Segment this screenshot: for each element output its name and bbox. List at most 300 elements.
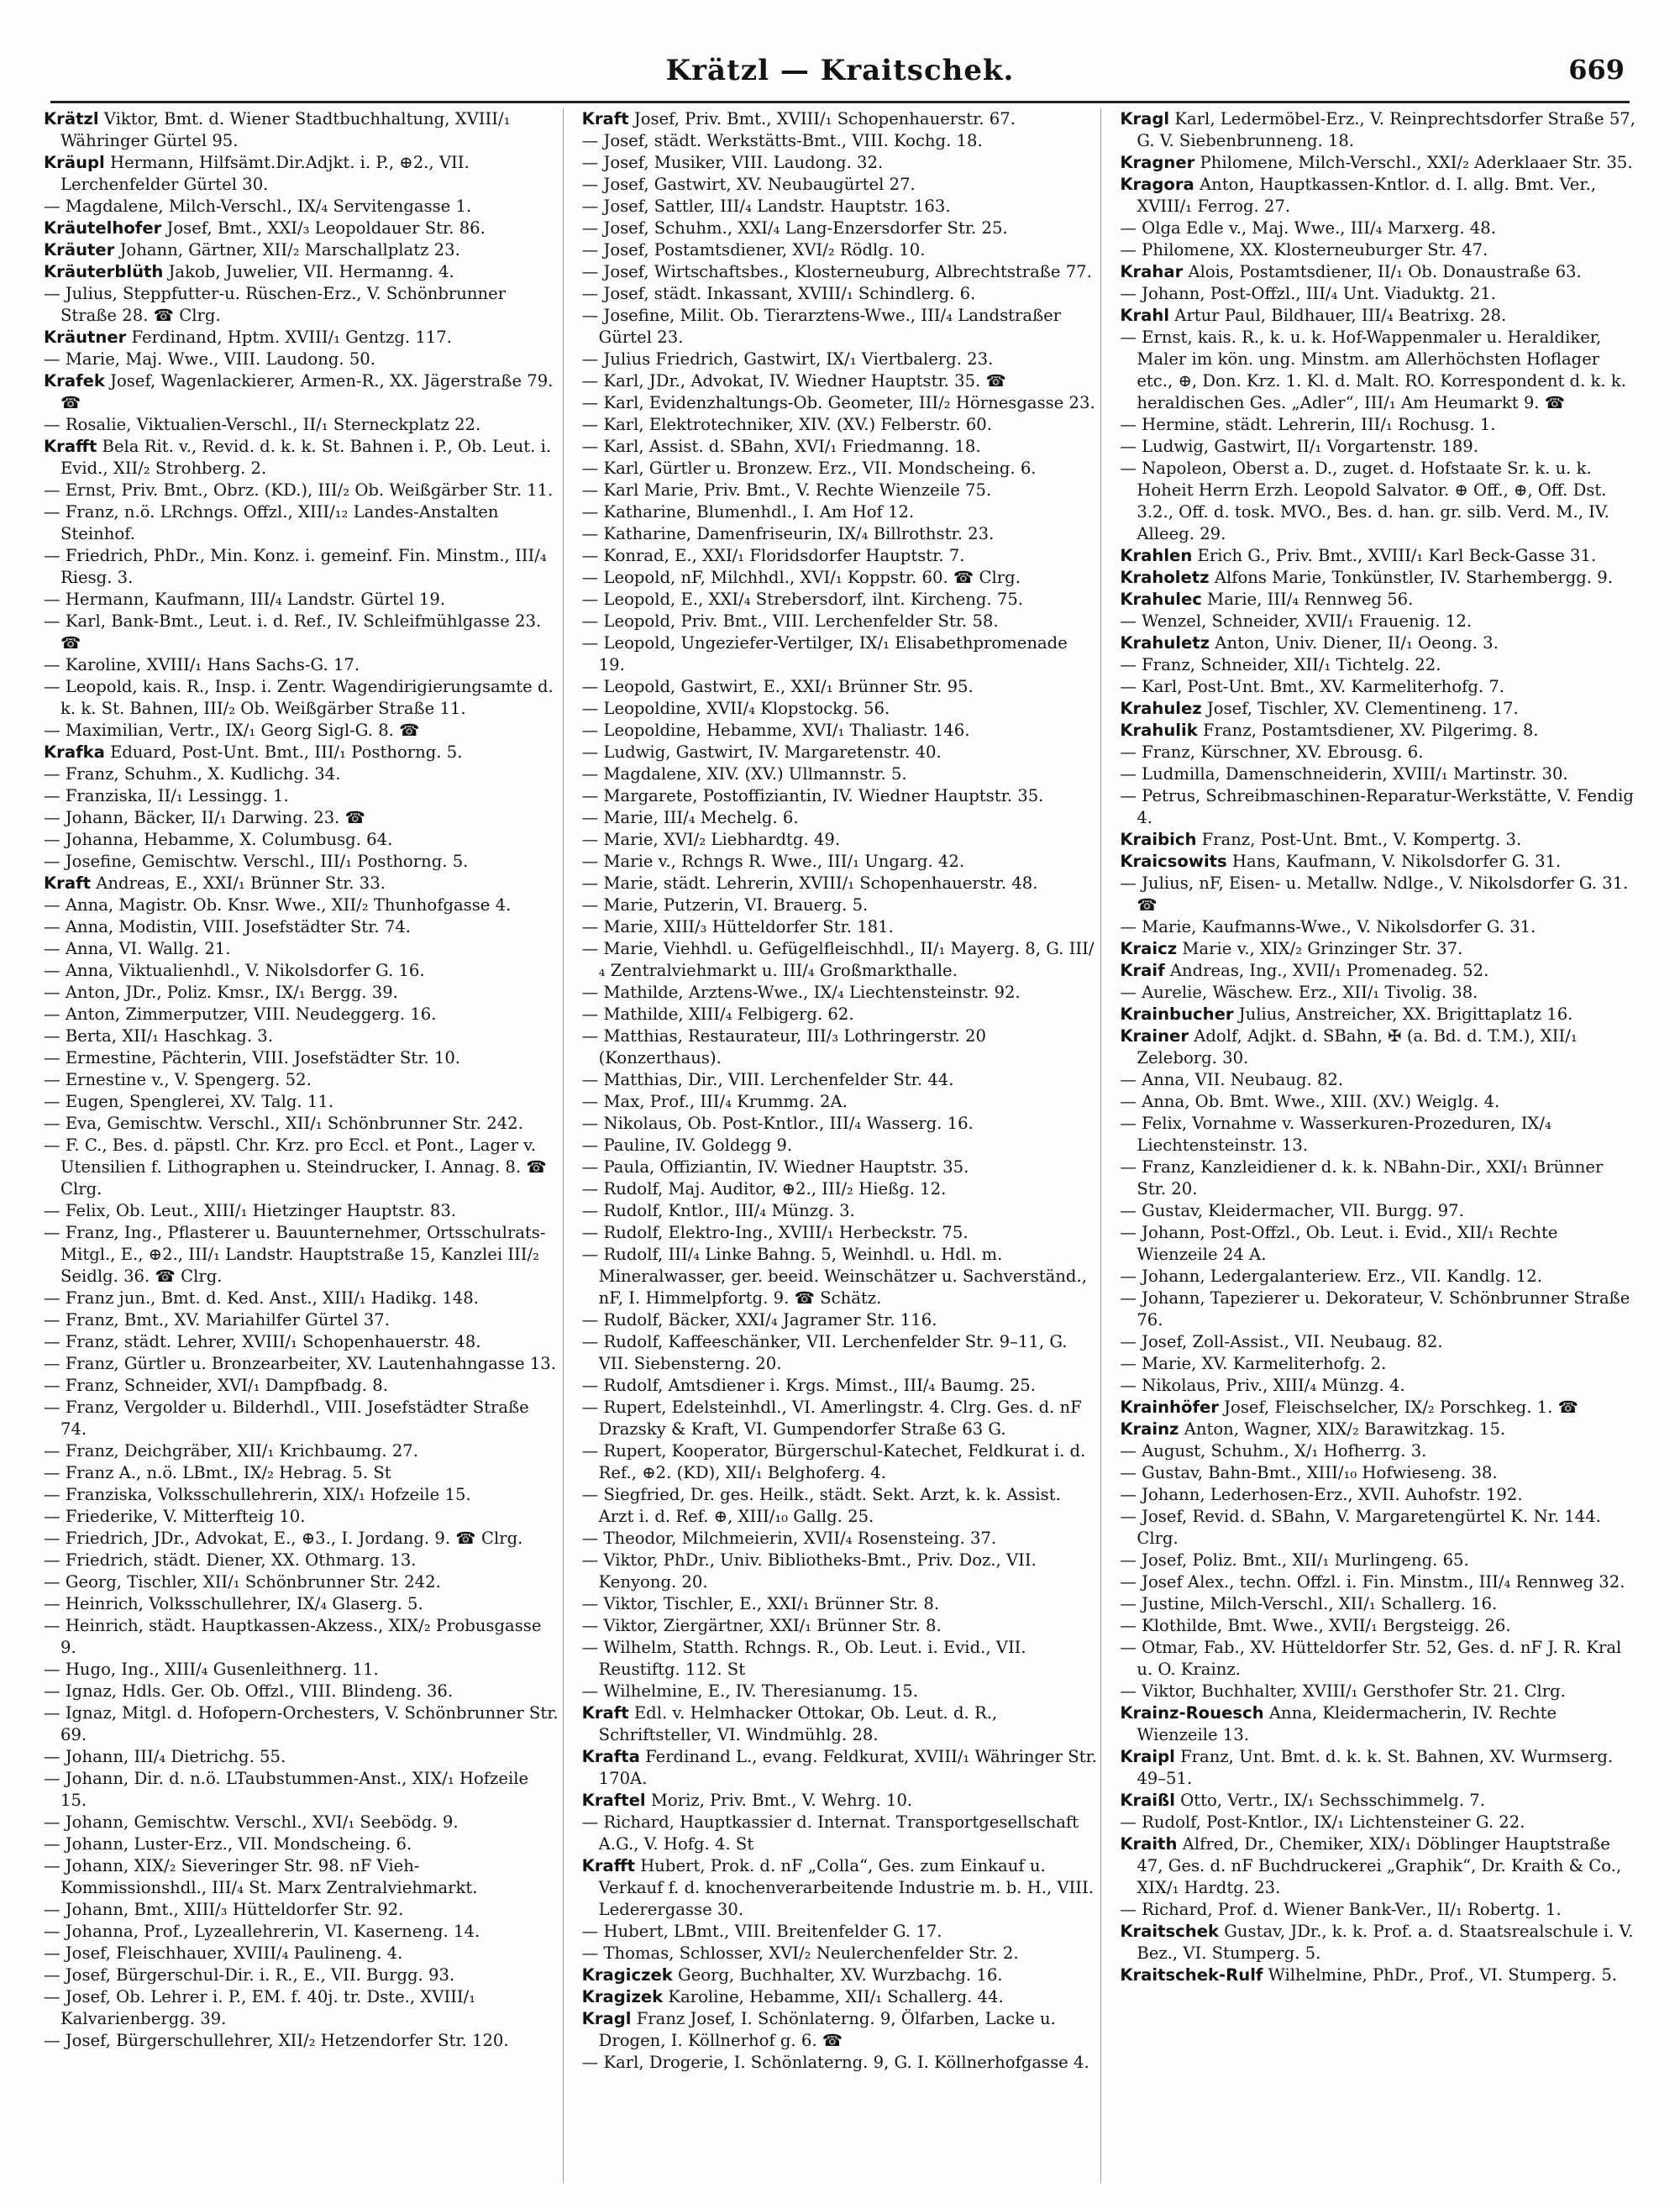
entry-surname: Krainer xyxy=(1120,1026,1189,1046)
entry-text: — Wenzel, Schneider, XVII/₁ Frauenig. 12. xyxy=(1120,611,1473,631)
directory-entry xyxy=(44,829,559,851)
entry-text: — Anna, Viktualienhdl., V. Nikolsdorfer G. 16. xyxy=(44,961,425,980)
entry-text: — Magdalene, XIV. (XV.) Ullmannstr. 5. xyxy=(581,764,907,784)
directory-entry xyxy=(44,501,559,545)
entry-surname: Krahar xyxy=(1120,262,1184,281)
entry-text: — Viktor, Buchhalter, XVIII/₁ Gersthofer Str. 21. Clrg. xyxy=(1120,1681,1566,1701)
entry-text: — Johann, III/₄ Dietrichg. 55. xyxy=(44,1747,286,1766)
directory-entry xyxy=(44,1113,559,1135)
entry-text: — Josef, Postamtsdiener, XVI/₂ Rödlg. 10. xyxy=(581,240,926,260)
entry-text: Anton, Univ. Diener, II/₁ Oeong. 3. xyxy=(1210,633,1499,653)
entry-text: — Johanna, Prof., Lyzeallehrerin, VI. Kaserneng. 14. xyxy=(44,1922,480,1941)
directory-entry xyxy=(582,1440,1098,1484)
entry-text: — Ignaz, Hdls. Ger. Ob. Offzl., VIII. Blindeng. 36. xyxy=(44,1681,454,1701)
entry-text: — Josef, Zoll-Assist., VII. Neubaug. 82. xyxy=(1120,1332,1443,1351)
entry-text: Andreas, Ing., XVII/₁ Promenadeg. 52. xyxy=(1164,961,1489,980)
entry-surname: Kraif xyxy=(1120,961,1165,980)
directory-entry xyxy=(582,196,1098,218)
directory-entry xyxy=(1120,1593,1636,1615)
directory-entry xyxy=(44,1353,559,1375)
entry-text: — Richard, Hauptkassier d. Internat. Transportgesellschaft A.G., V. Hofg. 4. St xyxy=(581,1812,1079,1854)
entry-text: — Hermine, städt. Lehrerin, III/₁ Rochusg. 1. xyxy=(1120,415,1496,434)
directory-entry xyxy=(44,807,559,829)
entry-text: — Franz, Schneider, XII/₁ Tichtelg. 22. xyxy=(1120,655,1441,674)
entry-text: — Leopoldine, Hebamme, XVI/₁ Thaliastr. 146. xyxy=(581,721,970,740)
entry-text: — Georg, Tischler, XII/₁ Schönbrunner Str. 242. xyxy=(44,1572,441,1592)
directory-entry xyxy=(1120,1921,1636,1964)
entry-text: — Marie, XV. Karmeliterhofg. 2. xyxy=(1120,1354,1387,1373)
directory-entry xyxy=(582,108,1098,130)
directory-entry xyxy=(582,1746,1098,1790)
directory-entry xyxy=(44,611,559,654)
entry-text: Edl. v. Helmhacker Ottokar, Ob. Leut. d. R., Schriftsteller, VI. Windmühlg. 28. xyxy=(598,1703,998,1744)
directory-entry xyxy=(1120,1550,1636,1571)
directory-entry xyxy=(1120,1353,1636,1375)
directory-entry xyxy=(1120,851,1636,873)
entry-text: — Josef, Fleischhauer, XVIII/₄ Paulineng. 4. xyxy=(44,1943,403,1963)
entry-text: — Klothilde, Bmt. Wwe., XVII/₁ Bergsteigg. 26. xyxy=(1120,1616,1511,1635)
entry-text: Josef, Priv. Bmt., XVIII/₁ Schopenhauerstr. 67. xyxy=(628,109,1016,129)
entry-text: — Ernestine v., V. Spengerg. 52. xyxy=(44,1070,312,1089)
entry-text: — Josef, Revid. d. SBahn, V. Margaretengürtel K. Nr. 144. Clrg. xyxy=(1120,1507,1601,1548)
entry-text: — Johann, XIX/₂ Sieveringer Str. 98. nF Vieh-Kommissionshdl., III/₄ St. Marx Zentralviehmarkt. xyxy=(44,1856,478,1897)
entry-text: — Franz, Deichgräber, XII/₁ Krichbaumg. 27. xyxy=(44,1441,418,1461)
entry-text: — Rupert, Edelsteinhdl., VI. Amerlingstr. 4. Clrg. Ges. d. nF Drazsky & Kraft, VI. Gumpendorfer Straße 63 G. xyxy=(581,1398,1082,1439)
directory-entry xyxy=(1120,174,1636,218)
entry-text: — Petrus, Schreibmaschinen-Reparatur-Werkstätte, V. Fendig 4. xyxy=(1120,786,1634,827)
entry-text: — Franz, Kürschner, XV. Ebrousg. 6. xyxy=(1120,742,1424,762)
entry-text: — Josef, Musiker, VIII. Laudong. 32. xyxy=(581,153,884,172)
entry-text: — Gustav, Bahn-Bmt., XIII/₁₀ Hofwieseng. 38. xyxy=(1120,1463,1498,1482)
directory-entry xyxy=(44,1681,559,1702)
entry-surname: Kraft xyxy=(581,1703,629,1723)
entry-surname: Krahlen xyxy=(1120,546,1193,565)
entry-surname: Kraißl xyxy=(1120,1791,1175,1810)
entry-text: — Franz, Gürtler u. Bronzearbeiter, XV. Lautenhahngasse 13. xyxy=(44,1354,556,1373)
entry-surname: Krafft xyxy=(44,437,97,456)
entry-text: Alois, Postamtsdiener, II/₁ Ob. Donaustraße 63. xyxy=(1183,262,1582,281)
directory-entry xyxy=(44,1462,559,1484)
directory-entry xyxy=(1120,1004,1636,1025)
directory-entry xyxy=(44,763,559,785)
entry-text: Andreas, E., XXI/₁ Brünner Str. 33. xyxy=(90,873,386,893)
column-1 xyxy=(40,108,564,2183)
entry-surname: Kräuter xyxy=(44,240,115,260)
directory-entry xyxy=(1120,1462,1636,1484)
entry-surname: Krafek xyxy=(44,371,105,391)
directory-entry xyxy=(44,1571,559,1593)
directory-entry xyxy=(582,152,1098,174)
entry-text: — Siegfried, Dr. ges. Heilk., städt. Sekt. Arzt, k. k. Assist. Arzt i. d. Ref. ⊕, XIII/₁₀ Gallg. 25. xyxy=(581,1485,1061,1526)
entry-text: — Matthias, Restaurateur, III/₃ Lothringerstr. 20 (Konzerthaus). xyxy=(581,1026,986,1067)
entry-text: Gustav, JDr., k. k. Prof. a. d. Staatsrealschule i. V. Bez., VI. Stumperg. 5. xyxy=(1137,1922,1634,1963)
directory-entry xyxy=(582,1331,1098,1375)
entry-text: Ferdinand, Hptm. XVIII/₁ Gentzg. 117. xyxy=(126,328,452,347)
directory-entry xyxy=(1120,873,1636,916)
directory-entry xyxy=(1120,1331,1636,1353)
directory-entry xyxy=(582,589,1098,611)
page-number: 669 xyxy=(1568,54,1625,86)
directory-entry xyxy=(582,611,1098,632)
directory-entry xyxy=(582,763,1098,785)
entry-text: — Viktor, PhDr., Univ. Bibliotheks-Bmt., Priv. Doz., VII. Kenyong. 20. xyxy=(581,1550,1037,1592)
directory-entry xyxy=(582,1964,1098,1986)
entry-text: — Josef, Schuhm., XXI/₄ Lang-Enzersdorfer Str. 25. xyxy=(581,218,1008,238)
entry-text: — Karl, Assist. d. SBahn, XVI/₁ Friedmanng. 18. xyxy=(581,437,981,456)
directory-entry xyxy=(1120,1702,1636,1746)
entry-text: — Josef, Bürgerschullehrer, XII/₂ Hetzendorfer Str. 120. xyxy=(44,2031,509,2050)
entry-text: — Ludwig, Gastwirt, II/₁ Vorgartenstr. 189. xyxy=(1120,437,1478,456)
directory-entry xyxy=(44,1768,559,1812)
directory-entry xyxy=(44,1025,559,1047)
directory-entry xyxy=(582,1528,1098,1550)
entry-text: — Marie, Putzerin, VI. Brauerg. 5. xyxy=(581,895,869,915)
entry-text: — Mathilde, Arztens-Wwe., IX/₄ Liechtensteinstr. 92. xyxy=(581,983,1021,1002)
running-head: Krätzl — Kraitschek. xyxy=(665,54,1015,87)
entry-text: Wilhelmine, PhDr., Prof., VI. Stumperg. 5. xyxy=(1263,1965,1618,1985)
directory-entry xyxy=(1120,1419,1636,1440)
entry-text: Alfons Marie, Tonkünstler, IV. Starhembergg. 9. xyxy=(1209,568,1613,587)
entry-text: — Viktor, Ziergärtner, XXI/₁ Brünner Str. 8. xyxy=(581,1616,942,1635)
directory-entry xyxy=(1120,1506,1636,1550)
directory-entry xyxy=(44,218,559,239)
entry-text: Bela Rit. v., Revid. d. k. k. St. Bahnen i. P., Ob. Leut. i. Evid., XII/₂ Strohberg. 2. xyxy=(60,437,552,478)
directory-entry xyxy=(582,1637,1098,1681)
directory-entry xyxy=(582,676,1098,698)
directory-entry xyxy=(1120,1200,1636,1222)
directory-entry xyxy=(44,960,559,982)
entry-surname: Krahl xyxy=(1120,306,1170,325)
entry-text: — Ermestine, Pächterin, VIII. Josefstädter Str. 10. xyxy=(44,1048,461,1067)
entry-text: — Heinrich, Volksschullehrer, IX/₄ Glaserg. 5. xyxy=(44,1594,423,1613)
directory-entry xyxy=(582,1025,1098,1069)
entry-text: — Karl, Drogerie, I. Schönlaterng. 9, G. I. Köllnerhofgasse 4. xyxy=(581,2053,1089,2072)
directory-entry xyxy=(582,785,1098,807)
entry-text: — Karl, JDr., Advokat, IV. Wiedner Hauptstr. 35. ☎ xyxy=(581,371,1006,391)
directory-entry xyxy=(1120,1637,1636,1681)
directory-entry xyxy=(44,938,559,960)
entry-text: — Mathilde, XIII/₄ Felbigerg. 62. xyxy=(581,1004,854,1024)
directory-entry xyxy=(582,370,1098,392)
entry-text: — Nikolaus, Ob. Post-Kntlor., III/₄ Wasserg. 16. xyxy=(581,1114,974,1133)
entry-text: — Maximilian, Vertr., IX/₁ Georg Sigl-G. 8. ☎ xyxy=(44,721,420,740)
entry-text: Anton, Wagner, XIX/₂ Barawitzkag. 15. xyxy=(1179,1419,1506,1439)
entry-text: — Franz, Vergolder u. Bilderhdl., VIII. Josefstädter Straße 74. xyxy=(44,1398,529,1439)
directory-entry xyxy=(582,349,1098,370)
entry-text: — Gustav, Kleidermacher, VII. Burgg. 97. xyxy=(1120,1201,1464,1220)
entry-text: — Karl, Elektrotechniker, XIV. (XV.) Felberstr. 60. xyxy=(581,415,992,434)
directory-entry xyxy=(1120,545,1636,567)
directory-entry xyxy=(44,1091,559,1113)
entry-text: — Johann, Dir. d. n.ö. LTaubstummen-Anst., XIX/₁ Hofzeile 15. xyxy=(44,1769,529,1810)
entry-text: — Hermann, Kaufmann, III/₄ Landstr. Gürtel 19. xyxy=(44,590,446,609)
entry-text: — Josef, städt. Inkassant, XVIII/₁ Schindlerg. 6. xyxy=(581,284,976,303)
entry-text: — Philomene, XX. Klosterneuburger Str. 47. xyxy=(1120,240,1488,260)
entry-text: — Rudolf, Kntlor., III/₄ Münzg. 3. xyxy=(581,1201,855,1220)
directory-entry xyxy=(582,458,1098,480)
entry-text: — Anna, Ob. Bmt. Wwe., XIII. (XV.) Weiglg. 4. xyxy=(1120,1092,1500,1111)
entry-text: — Olga Edle v., Maj. Wwe., III/₄ Marxerg. 48. xyxy=(1120,218,1496,238)
directory-entry xyxy=(44,1309,559,1331)
directory-entry xyxy=(1120,1899,1636,1921)
directory-entry xyxy=(582,501,1098,523)
directory-entry xyxy=(44,545,559,589)
entry-text: Anton, Hauptkassen-Kntlor. d. I. allg. Bmt. Ver., XVIII/₁ Ferrog. 27. xyxy=(1137,175,1597,216)
entry-text: — Nikolaus, Priv., XIII/₄ Münzg. 4. xyxy=(1120,1376,1405,1395)
entry-text: — Anna, Modistin, VIII. Josefstädter Str. 74. xyxy=(44,917,412,936)
entry-text: Erich G., Priv. Bmt., XVIII/₁ Karl Beck-Gasse 31. xyxy=(1192,546,1597,565)
directory-entry xyxy=(44,1702,559,1746)
directory-entry xyxy=(44,1833,559,1855)
directory-entry xyxy=(44,654,559,676)
directory-entry xyxy=(582,720,1098,742)
entry-text: — Napoleon, Oberst a. D., zuget. d. Hofstaate Sr. k. u. k. Hoheit Herrn Erzh. Leopold Salvator. ⊕ Off., ⊕, Off. Dst. 3.2., Off. d. tosk. MVO., Bes. d. han. gr. silb. Verd. M., IV. Alleeg. 29. xyxy=(1120,459,1609,543)
entry-text: — Friedrich, JDr., Advokat, E., ⊕3., I. Jordang. 9. ☎ Clrg. xyxy=(44,1529,523,1548)
directory-entry xyxy=(44,1812,559,1833)
directory-entry xyxy=(1120,611,1636,632)
entry-text: — Franz, Bmt., XV. Mariahilfer Gürtel 37. xyxy=(44,1310,390,1330)
entry-text: — Ignaz, Mitgl. d. Hofopern-Orchesters, V. Schönbrunner Str. 69. xyxy=(44,1703,559,1744)
entry-text: — Anton, JDr., Poliz. Kmsr., IX/₁ Bergg. 39. xyxy=(44,983,398,1002)
entry-surname: Kraicz xyxy=(1120,939,1178,958)
entry-surname: Krafta xyxy=(581,1747,640,1766)
directory-entry xyxy=(582,1113,1098,1135)
entry-text: Franz Josef, I. Schönlaterng. 9, Ölfarben, Lacke u. Drogen, I. Köllnerhof g. 6. ☎ xyxy=(598,2009,1056,2050)
entry-text: — Leopold, Priv. Bmt., VIII. Lerchenfelder Str. 58. xyxy=(581,611,999,631)
directory-entry xyxy=(582,1244,1098,1309)
directory-entry xyxy=(44,1397,559,1440)
directory-entry xyxy=(1120,305,1636,327)
entry-text: Josef, Wagenlackierer, Armen-R., XX. Jägerstraße 79. ☎ xyxy=(60,371,554,412)
entry-text: — Rudolf, Post-Kntlor., IX/₁ Lichtensteiner G. 22. xyxy=(1120,1812,1525,1832)
entry-text: — Friederike, V. Mitterfteig 10. xyxy=(44,1507,306,1526)
entry-text: — Heinrich, städt. Hauptkassen-Akzess., XIX/₂ Probusgasse 9. xyxy=(44,1616,542,1657)
directory-entry xyxy=(1120,654,1636,676)
directory-entry xyxy=(582,480,1098,501)
entry-surname: Kragl xyxy=(1120,109,1170,129)
directory-entry xyxy=(582,567,1098,589)
directory-entry xyxy=(44,1593,559,1615)
entry-text: — Berta, XII/₁ Haschkag. 3. xyxy=(44,1026,273,1046)
directory-entry xyxy=(1120,414,1636,436)
directory-entry xyxy=(582,1484,1098,1528)
entry-text: — Theodor, Milchmeierin, XVII/₄ Rosensteing. 37. xyxy=(581,1529,997,1548)
directory-entry xyxy=(1120,436,1636,458)
entry-text: — Josef, Poliz. Bmt., XII/₁ Murlingeng. 65. xyxy=(1120,1550,1469,1570)
directory-entry xyxy=(582,1550,1098,1593)
entry-text: — Marie, XVI/₂ Liebhardtg. 49. xyxy=(581,830,841,849)
directory-entry xyxy=(1120,1790,1636,1812)
directory-entry xyxy=(582,283,1098,305)
directory-entry xyxy=(582,1200,1098,1222)
directory-entry xyxy=(44,239,559,261)
directory-entry xyxy=(582,1157,1098,1178)
directory-entry xyxy=(582,239,1098,261)
directory-entry xyxy=(582,218,1098,239)
entry-text: — Franz, Ing., Pflasterer u. Bauunternehmer, Ortsschulrats-Mitgl., E., ⊕2., III/₁ Landstr. Hauptstraße 15, Kanzlei III/₂ Seidlg. 36. ☎ Clrg. xyxy=(44,1223,546,1286)
directory-entry xyxy=(582,1069,1098,1091)
entry-text: — Johann, Ledergalanteriew. Erz., VII. Kandlg. 12. xyxy=(1120,1267,1542,1286)
entry-text: — Johann, Bmt., XIII/₃ Hütteldorfer Str. 92. xyxy=(44,1900,404,1919)
entry-text: — Konrad, E., XXI/₁ Floridsdorfer Hauptstr. 7. xyxy=(581,546,965,565)
entry-text: — Franz, Schuhm., X. Kudlichg. 34. xyxy=(44,764,341,784)
entry-text: Viktor, Bmt. d. Wiener Stadtbuchhaltung, XVIII/₁ Währinger Gürtel 95. xyxy=(60,109,511,150)
entry-text: — Leopold, E., XXI/₄ Strebersdorf, ilnt. Kircheng. 75. xyxy=(581,590,1024,609)
entry-surname: Krainz xyxy=(1120,1419,1179,1439)
directory-entry xyxy=(582,873,1098,894)
entry-text: — Hugo, Ing., XIII/₄ Gusenleithnerg. 11. xyxy=(44,1660,379,1679)
directory-entry xyxy=(1120,1266,1636,1288)
entry-surname: Krahuletz xyxy=(1120,633,1210,653)
entry-text: Karl, Ledermöbel-Erz., V. Reinprechtsdorfer Straße 57, G. V. Siebenbrunneng. 18. xyxy=(1137,109,1635,150)
directory-entry xyxy=(582,742,1098,763)
entry-text: Hermann, Hilfsämt.Dir.Adjkt. i. P., ⊕2., VII. Lerchenfelder Gürtel 30. xyxy=(60,153,470,194)
entry-text: — Josef, Gastwirt, XV. Neubaugürtel 27. xyxy=(581,175,916,194)
entry-text: — Karl, Evidenzhaltungs-Ob. Geometer, III/₂ Hörnesgasse 23. xyxy=(581,393,1095,412)
directory-entry xyxy=(1120,1157,1636,1200)
entry-text: Anna, Kleidermacherin, IV. Rechte Wienzeile 13. xyxy=(1137,1703,1557,1744)
directory-entry xyxy=(44,1986,559,2030)
entry-surname: Kraftel xyxy=(581,1791,646,1810)
entry-text: Adolf, Adjkt. d. SBahn, ✠ (a. Bd. d. T.M.), XII/₁ Zeleborg. 30. xyxy=(1137,1026,1578,1067)
entry-text: — Josefine, Gemischtw. Verschl., III/₁ Posthorng. 5. xyxy=(44,852,469,871)
entry-text: Eduard, Post-Unt. Bmt., III/₁ Posthorng. 5. xyxy=(104,742,463,762)
entry-text: — Rudolf, Maj. Auditor, ⊕2., III/₂ Hießg. 12. xyxy=(581,1179,947,1199)
directory-entry xyxy=(1120,1025,1636,1069)
entry-text: — Julius, Steppfutter-u. Rüschen-Erz., V. Schönbrunner Straße 28. ☎ Clrg. xyxy=(44,284,507,325)
entry-text: — Wilhelm, Statth. Rchngs. R., Ob. Leut. i. Evid., VII. Reustiftg. 112. St xyxy=(581,1638,1026,1679)
entry-surname: Kragner xyxy=(1120,153,1195,172)
entry-text: — Margarete, Postoffiziantin, IV. Wiedner Hauptstr. 35. xyxy=(581,786,1044,805)
directory-entry xyxy=(582,545,1098,567)
directory-entry xyxy=(44,851,559,873)
entry-surname: Kraipl xyxy=(1120,1747,1175,1766)
entry-text: — Rupert, Kooperator, Bürgerschul-Katechet, Feldkurat i. d. Ref., ⊕2. (KD), XII/₁ Belghoferg. 4. xyxy=(581,1441,1086,1482)
directory-entry xyxy=(1120,1288,1636,1331)
entry-surname: Kraitschek xyxy=(1120,1922,1220,1941)
entry-text: — Wilhelmine, E., IV. Theresianumg. 15. xyxy=(581,1681,918,1701)
entry-text: — Leopoldine, XVII/₄ Klopstockg. 56. xyxy=(581,699,890,718)
page-header xyxy=(50,50,1630,103)
entry-text: — Otmar, Fab., XV. Hütteldorfer Str. 52, Ges. d. nF J. R. Kral u. O. Krainz. xyxy=(1120,1638,1622,1679)
entry-text: — Ludmilla, Damenschneiderin, XVIII/₁ Martinstr. 30. xyxy=(1120,764,1568,784)
entry-text: — Franz, Schneider, XVI/₁ Dampfbadg. 8. xyxy=(44,1376,388,1395)
directory-entry xyxy=(582,1855,1098,1921)
entry-surname: Kräutelhofer xyxy=(44,218,162,238)
entry-text: — Franz A., n.ö. LBmt., IX/₂ Hebrag. 5. St xyxy=(44,1463,391,1482)
entry-surname: Krafft xyxy=(581,1856,635,1875)
entry-text: Otto, Vertr., IX/₁ Sechsschimmelg. 7. xyxy=(1174,1791,1485,1810)
entry-surname: Kraft xyxy=(44,873,91,893)
entry-text: — Marie, Maj. Wwe., VIII. Laudong. 50. xyxy=(44,349,375,369)
directory-entry xyxy=(1120,1113,1636,1157)
entry-surname: Kragizek xyxy=(581,1987,664,2006)
directory-entry xyxy=(44,720,559,742)
directory-entry xyxy=(582,1681,1098,1702)
entry-text: — Thomas, Schlosser, XVI/₂ Neulerchenfelder Str. 2. xyxy=(581,1943,1019,1963)
directory-entry xyxy=(582,938,1098,982)
entry-text: — Franz, Kanzleidiener d. k. k. NBahn-Dir., XXI/₁ Brünner Str. 20. xyxy=(1120,1157,1604,1199)
entry-text: — Karl Marie, Priv. Bmt., V. Rechte Wienzeile 75. xyxy=(581,480,992,500)
directory-entry xyxy=(44,676,559,720)
directory-entry xyxy=(44,1069,559,1091)
entry-text: — Johann, Post-Offzl., Ob. Leut. i. Evid., XII/₁ Rechte Wienzeile 24 A. xyxy=(1120,1223,1558,1264)
entry-text: — F. C., Bes. d. päpstl. Chr. Krz. pro Eccl. et Pont., Lager v. Utensilien f. Lithographen u. Steindrucker, I. Annag. 8. ☎ Clrg. xyxy=(44,1136,547,1199)
directory-entry xyxy=(44,785,559,807)
entry-text: — Rudolf, III/₄ Linke Bahng. 5, Weinhdl. u. Hdl. m. Mineralwasser, ger. beeid. Weinschätzer u. Sachverständ., nF, I. Himmelpfortg. 9. ☎ Schätz. xyxy=(581,1245,1087,1308)
entry-surname: Kraitschek-Rulf xyxy=(1120,1965,1263,1985)
directory-entry xyxy=(1120,763,1636,785)
directory-entry xyxy=(582,1178,1098,1200)
entry-text: — Leopold, Gastwirt, E., XXI/₁ Brünner Str. 95. xyxy=(581,677,974,696)
directory-entry xyxy=(44,1855,559,1899)
directory-entry xyxy=(1120,1484,1636,1506)
entry-text: — Johanna, Hebamme, X. Columbusg. 64. xyxy=(44,830,393,849)
directory-entry xyxy=(582,2008,1098,2052)
entry-text: — Eva, Gemischtw. Verschl., XII/₁ Schönbrunner Str. 242. xyxy=(44,1114,523,1133)
entry-text: — Marie, Kaufmanns-Wwe., V. Nikolsdorfer G. 31. xyxy=(1120,917,1536,936)
entry-text: — Marie, XIII/₃ Hütteldorfer Str. 181. xyxy=(581,917,894,936)
directory-entry xyxy=(582,829,1098,851)
directory-entry xyxy=(44,589,559,611)
directory-entry xyxy=(582,130,1098,152)
directory-entry xyxy=(582,1375,1098,1397)
entry-text: — Rosalie, Viktualien-Verschl., II/₁ Sterneckplatz 22. xyxy=(44,415,481,434)
directory-entry xyxy=(44,327,559,349)
directory-entry xyxy=(1120,698,1636,720)
entry-text: — Rudolf, Kaffeeschänker, VII. Lerchenfelder Str. 9–11, G. VII. Siebensterng. 20. xyxy=(581,1332,1068,1373)
directory-entry xyxy=(582,1004,1098,1025)
entry-text: — Viktor, Tischler, E., XXI/₁ Brünner Str. 8. xyxy=(581,1594,940,1613)
directory-entry xyxy=(1120,938,1636,960)
entry-text: — Franz, n.ö. LRchngs. Offzl., XIII/₁₂ Landes-Anstalten Steinhof. xyxy=(44,502,499,543)
directory-entry xyxy=(44,261,559,283)
entry-text: — Marie, Viehhdl. u. Gefügelfleischhdl., II/₁ Mayerg. 8, G. III/₄ Zentralviehmarkt u. III/₄ Großmarkthalle. xyxy=(581,939,1095,980)
entry-text: Marie v., XIX/₂ Grinzinger Str. 37. xyxy=(1177,939,1463,958)
entry-text: Artur Paul, Bildhauer, III/₄ Beatrixg. 28. xyxy=(1169,306,1507,325)
entry-text: — Johann, Tapezierer u. Dekorateur, V. Schönbrunner Straße 76. xyxy=(1120,1288,1630,1330)
directory-entry xyxy=(1120,218,1636,239)
directory-entry xyxy=(1120,108,1636,152)
entry-text: — Ludwig, Gastwirt, IV. Margaretenstr. 40. xyxy=(581,742,942,762)
directory-entry xyxy=(1120,1681,1636,1702)
directory-entry xyxy=(582,982,1098,1004)
entry-text: — Josef, Ob. Lehrer i. P., EM. f. 40j. tr. Dste., XVIII/₁ Kalvarienbergg. 39. xyxy=(44,1987,476,2028)
entry-text: — Ernst, kais. R., k. u. k. Hof-Wappenmaler u. Heraldiker, Maler im kön. ung. Minstm. am Allerhöchsten Hoflager etc., ⊕, Don. Krz. 1. Kl. d. Malt. RO. Korrespondent d. k. k. heraldischen Ges. „Adler“, III/₁ Am Heumarkt 9. ☎ xyxy=(1120,328,1626,412)
entry-text: — Anna, VI. Wallg. 21. xyxy=(44,939,231,958)
entry-text: — Ernst, Priv. Bmt., Obrz. (KD.), III/₂ Ob. Weißgärber Str. 11. xyxy=(44,480,554,500)
directory-entry xyxy=(1120,1091,1636,1113)
entry-text: — Richard, Prof. d. Wiener Bank-Ver., II/₁ Robertg. 1. xyxy=(1120,1900,1562,1919)
entry-text: — Paula, Offiziantin, IV. Wiedner Hauptstr. 35. xyxy=(581,1157,969,1177)
directory-entry xyxy=(44,1484,559,1506)
entry-text: — Josefine, Milit. Ob. Tierarztens-Wwe., III/₄ Landstraßer Gürtel 23. xyxy=(581,306,1062,347)
entry-text: — Johann, Post-Offzl., III/₄ Unt. Viaduktg. 21. xyxy=(1120,284,1496,303)
directory-entry xyxy=(44,1615,559,1659)
entry-surname: Kraholetz xyxy=(1120,568,1210,587)
directory-entry xyxy=(582,305,1098,349)
column-2 xyxy=(579,108,1102,2183)
directory-entry xyxy=(44,370,559,414)
directory-entry xyxy=(1120,1964,1636,1986)
directory-entry xyxy=(1120,742,1636,763)
entry-text: — Friedrich, PhDr., Min. Konz. i. gemeinf. Fin. Minstm., III/₄ Riesg. 3. xyxy=(44,546,547,587)
directory-entry xyxy=(1120,982,1636,1004)
directory-entry xyxy=(582,1309,1098,1331)
directory-entry xyxy=(582,1921,1098,1943)
directory-entry xyxy=(44,742,559,763)
entry-surname: Krätzl xyxy=(44,109,99,129)
